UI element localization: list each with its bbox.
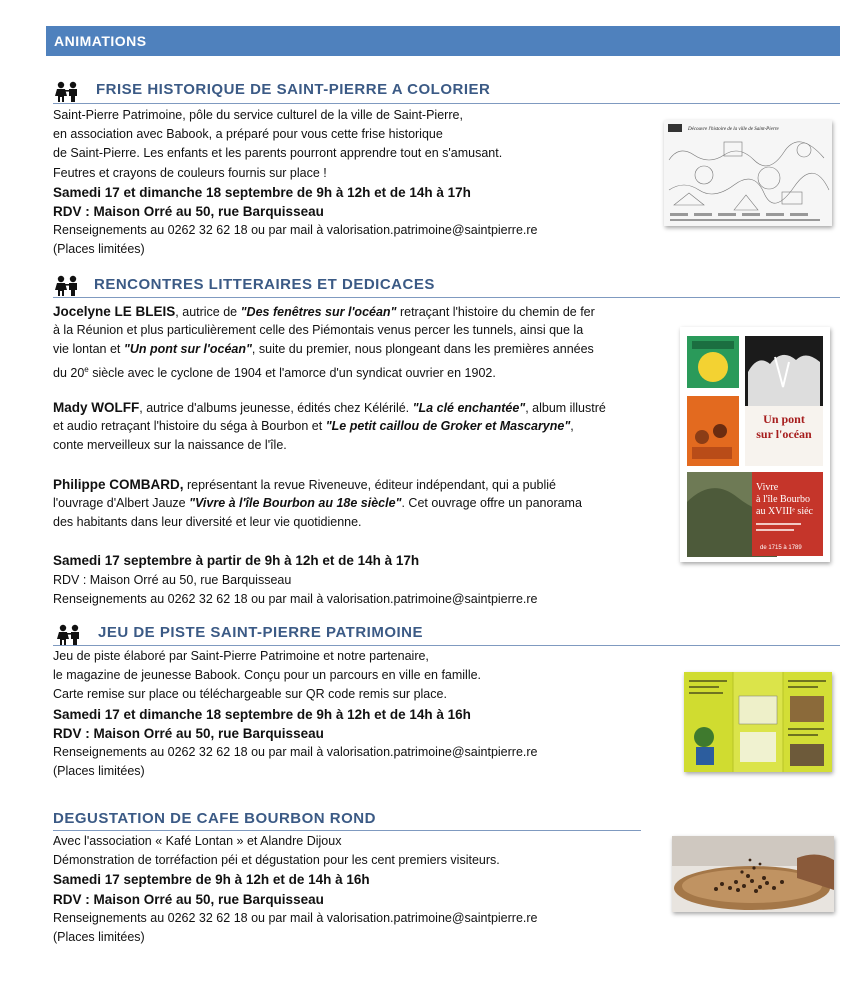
event-rdv: RDV : Maison Orré au 50, rue Barquisseau [53, 203, 324, 219]
book-title: "La clé enchantée" [412, 400, 526, 415]
event-info: Renseignements au 0262 32 62 18 ou par mail à valorisation.patrimoine@saintpierre.re [53, 744, 538, 759]
section-body-rencontres [53, 302, 606, 609]
section-header-bar [46, 26, 840, 56]
event-rdv: RDV : Maison Orré au 50, rue Barquisseau [53, 572, 292, 587]
text-run: . Cet ouvrage offre un panorama [401, 495, 582, 510]
frise-coloring-image [664, 120, 832, 226]
text-run: , album illustré [525, 400, 606, 415]
frise-image-title: Découvre l'histoire de la ville de Saint-Pierre [688, 127, 779, 132]
body-line: Carte remise sur place ou téléchargeable sur QR code remis sur place. [53, 687, 447, 702]
event-date: Samedi 17 et dimanche 18 septembre de 9h à 12h et de 14h à 17h [53, 184, 471, 200]
event-date: Samedi 17 et dimanche 18 septembre de 9h à 12h et de 14h à 16h [53, 706, 471, 722]
text-run: représentant la revue Riveneuve, éditeur indépendant, qui a publié [183, 477, 556, 492]
event-rdv: RDV : Maison Orré au 50, rue Barquisseau [53, 891, 324, 907]
body-line: Démonstration de torréfaction péi et dégustation pour les cent premiers visiteurs. [53, 853, 500, 868]
body-line: des habitants dans leur diversité et leur vie quotidienne. [53, 515, 362, 530]
section-body-frise [53, 106, 538, 260]
text-run: retraçant l'histoire du chemin de fer [396, 305, 595, 319]
event-info: Renseignements au 0262 32 62 18 ou par mail à valorisation.patrimoine@saintpierre.re [53, 910, 538, 925]
section-title-jeu-de-piste: JEU DE PISTE SAINT-PIERRE PATRIMOINE [98, 624, 423, 641]
section-title-degustation: DEGUSTATION DE CAFE BOURBON ROND [53, 810, 376, 827]
kids-icon [54, 81, 80, 103]
book2-title-line3: au XVIIIᵉ siéc [756, 506, 813, 517]
kids-icon [54, 275, 80, 297]
treasure-hunt-map-image [684, 672, 832, 772]
event-note: (Places limitées) [53, 929, 145, 944]
book-title: "Le petit caillou de Groker et Mascaryne" [325, 419, 571, 434]
section-title-rencontres: RENCONTRES LITTERAIRES ET DEDICACES [94, 276, 435, 293]
book-title: "Un pont sur l'océan" [123, 342, 252, 357]
event-note: (Places limitées) [53, 764, 145, 779]
book-title: "Des fenêtres sur l'océan" [240, 305, 397, 319]
header-title: ANIMATIONS [54, 33, 147, 49]
event-date: Samedi 17 septembre à partir de 9h à 12h et de 14h à 17h [53, 553, 420, 569]
event-date: Samedi 17 septembre de 9h à 12h et de 14h à 16h [53, 872, 370, 888]
body-line: à la Réunion et plus particulièrement celle des Piémontais venus percer les tunnels, ainsi que la [53, 323, 584, 338]
book2-title-line1: Vivre [756, 482, 779, 493]
event-rdv: RDV : Maison Orré au 50, rue Barquisseau [53, 725, 324, 741]
section-rule [53, 297, 840, 298]
book-title: "Vivre à l'île Bourbon au 18e siècle" [189, 495, 402, 510]
section-body-degustation [53, 832, 538, 947]
text-run: siècle avec le cyclone de 1904 et l'amorce d'un syndicat ouvrier en 1902. [88, 365, 496, 380]
section-rule [53, 830, 641, 831]
text-run: vie lontan et [53, 342, 124, 357]
body-line: le magazine de jeunesse Babook. Conçu pour un parcours en ville en famille. [53, 668, 482, 683]
text-run: du 20 [53, 365, 85, 380]
body-line: Saint-Pierre Patrimoine, pôle du service culturel de la ville de Saint-Pierre, [53, 108, 463, 122]
book-covers-collage [680, 327, 830, 562]
book1-title-line1: Un pont [763, 412, 805, 426]
book1-title-line2: sur l'océan [756, 427, 812, 441]
text-run: , autrice d'albums jeunesse, édités chez Kélérilé. [139, 400, 413, 415]
section-rule [53, 645, 840, 646]
event-note: (Places limitées) [53, 242, 145, 257]
body-line: Feutres et crayons de couleurs fournis sur place ! [53, 165, 327, 180]
kids-icon [56, 624, 82, 646]
event-info: Renseignements au 0262 32 62 18 ou par mail à valorisation.patrimoine@saintpierre.re [53, 223, 538, 238]
text-run: , [570, 419, 574, 434]
body-line: Avec l'association « Kafé Lontan » et Alandre Dijoux [53, 834, 342, 848]
author-name: Jocelyne LE BLEIS [53, 304, 176, 319]
author-name: Mady WOLFF [53, 399, 140, 415]
book2-dates: de 1715 à 1789 [760, 545, 802, 551]
superscript: e [84, 364, 89, 374]
text-run: et audio retraçant l'histoire du séga à Bourbon et [53, 419, 326, 434]
event-info: Renseignements au 0262 32 62 18 ou par mail à valorisation.patrimoine@saintpierre.re [53, 591, 538, 606]
body-line: Jeu de piste élaboré par Saint-Pierre Patrimoine et notre partenaire, [53, 649, 429, 663]
section-rule [53, 103, 840, 104]
text-run: , suite du premier, nous plongeant dans les premières années [251, 342, 594, 357]
body-line: de Saint-Pierre. Les enfants et les parents pourront apprendre tout en s'amusant. [53, 146, 503, 161]
text-run: l'ouvrage d'Albert Jauze [53, 495, 190, 510]
body-line: conte merveilleux sur la naissance de l'île. [53, 438, 287, 453]
text-run: , autrice de [175, 305, 241, 319]
section-title-frise: FRISE HISTORIQUE DE SAINT-PIERRE A COLORIER [96, 81, 491, 98]
book2-title-line2: à l'île Bourbo [756, 494, 811, 505]
author-name: Philippe COMBARD, [53, 476, 184, 492]
section-body-jeu-de-piste [53, 647, 538, 781]
body-line: en association avec Babook, a préparé pour vous cette frise historique [53, 127, 443, 142]
coffee-roasting-photo [672, 836, 834, 912]
